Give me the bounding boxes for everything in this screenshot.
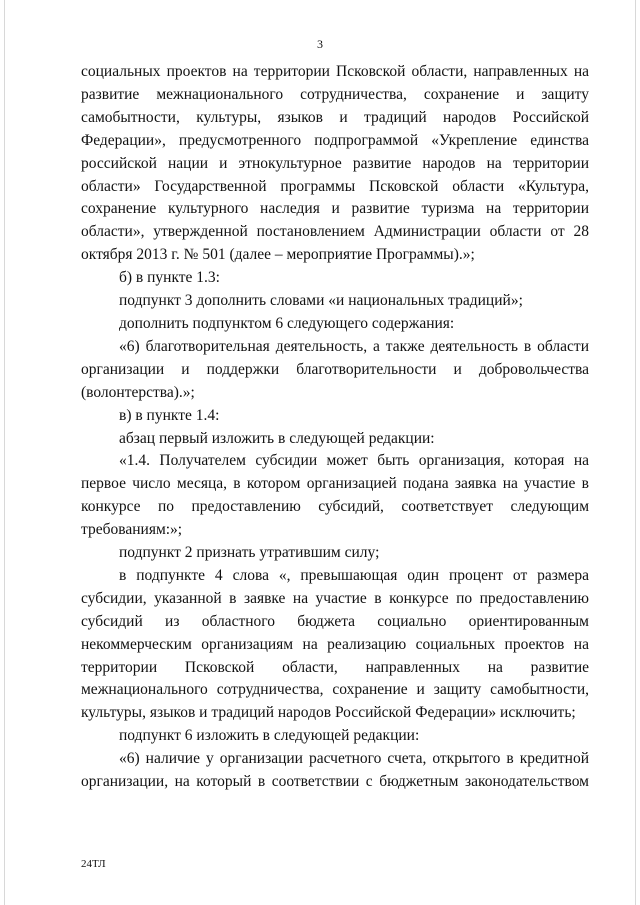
paragraph-1: социальных проектов на территории Псковской области, направленных на развитие межнационального сотрудничества, сохранение и защиту самобытности, культуры, языков и традиций народов Российской Федерации», предусмотренного подпрограммой «Укрепление единства российской нации и этнокультурное развитие народов на территории области» Государственной программы Псковской области «Культура, сохранение культурного наследия и развитие туризма на территории области», утвержденной постановлением Администрации области от 28 октября 2013 г. № 501 (далее – мероприятие Программы).»; <box>81 63 589 264</box>
paragraph-6: в) в пункте 1.4: <box>119 406 220 424</box>
paragraph-2: б) в пункте 1.3: <box>119 269 220 287</box>
paragraph-11: подпункт 6 изложить в следующей редакции: <box>119 727 420 745</box>
paragraph-9: подпункт 2 признать утратившим силу; <box>119 544 380 562</box>
page-number: 3 <box>317 37 323 51</box>
scan-edge-right <box>635 0 636 905</box>
paragraph-12: «6) наличие у организации расчетного счета, открытого в кредитной организации, на который в соответствии с бюджетным законодательством <box>81 750 589 791</box>
paragraph-5: «6) благотворительная деятельность, а также деятельность в области организации и поддержки благотворительности и добровольчества (волонтерства).»; <box>81 337 589 401</box>
document-body <box>81 61 589 794</box>
scan-edge-left <box>4 0 5 905</box>
paragraph-8: «1.4. Получателем субсидии может быть организация, которая на первое число месяца, в котором организацией подана заявка на участие в конкурсе по предоставлению субсидий, соответствует следующим требованиям:»; <box>81 452 589 539</box>
paragraph-3: подпункт 3 дополнить словами «и национальных традиций»; <box>119 292 523 310</box>
paragraph-10: в подпункте 4 слова «, превышающая один процент от размера субсидии, указанной в заявке на участие в конкурсе по предоставлению субсидий из областного бюджета социально ориентированным некоммерческим организациям на реализацию социальных проектов на территории Псковской области, направленных на развитие межнационального сотрудничества, сохранение и защиту самобытности, культуры, языков и традиций народов Российской Федерации» исключить; <box>81 566 589 722</box>
paragraph-7: абзац первый изложить в следующей редакции: <box>119 429 435 447</box>
document-code: 24ТЛ <box>81 858 106 870</box>
paragraph-4: дополнить подпунктом 6 следующего содержания: <box>119 314 455 332</box>
